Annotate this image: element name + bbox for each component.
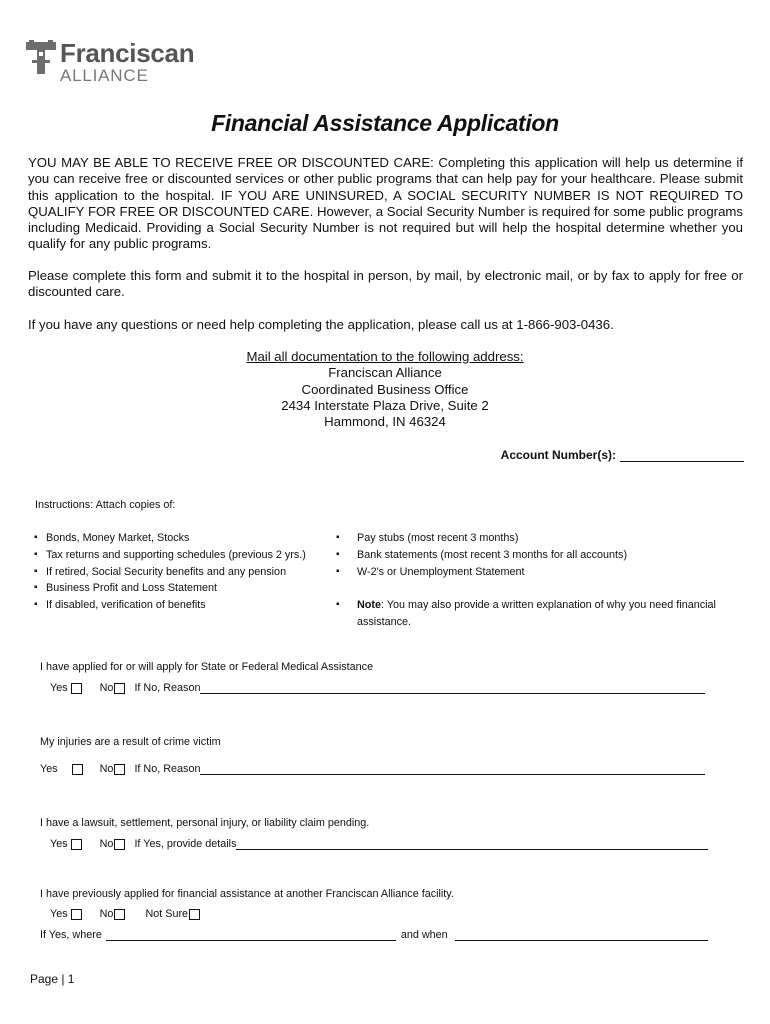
instructions-left-list — [34, 530, 306, 614]
intro-paragraph-3: If you have any questions or need help completing the application, please call us at 1-866-903-0436. — [28, 317, 614, 332]
mailing-address — [0, 349, 770, 430]
q3-details-field[interactable] — [236, 838, 708, 850]
note-text: : You may also provide a written explanation of why you need financial assistance. — [357, 599, 716, 628]
q4-where-field[interactable] — [106, 929, 396, 941]
franciscan-logo — [26, 40, 194, 84]
logo-wordmark: Franciscan — [60, 38, 195, 68]
question-2-answers — [40, 761, 705, 778]
q1-reason-field[interactable] — [200, 682, 705, 694]
account-number-row — [501, 448, 744, 462]
q2-no-checkbox[interactable] — [114, 764, 125, 775]
instructions-right-list — [336, 530, 736, 631]
question-1-answers — [50, 680, 705, 697]
question-4-answers — [50, 906, 200, 923]
list-item: ▪ W-2's or Unemployment Statement — [336, 564, 736, 581]
where-label: If Yes, where — [40, 929, 102, 941]
account-number-label: Account Number(s): — [500, 448, 616, 462]
q1-no-checkbox[interactable] — [114, 683, 125, 694]
address-heading: Mail all documentation to the following address: — [246, 349, 524, 364]
yes-label: Yes — [40, 763, 58, 775]
list-item: ▪ Tax returns and supporting schedules (previous 2 yrs.) — [34, 547, 306, 564]
address-line-1: Franciscan Alliance — [328, 365, 442, 381]
q4-when-field[interactable] — [455, 929, 708, 941]
no-label: No — [99, 682, 114, 694]
list-item: ▪ Bonds, Money Market, Stocks — [34, 530, 306, 547]
address-line-2: Coordinated Business Office — [301, 381, 469, 397]
follow-label: If Yes, provide details — [134, 838, 237, 850]
intro-paragraph-1: YOU MAY BE ABLE TO RECEIVE FREE OR DISCOUNTED CARE: Completing this application will help us determine if you can receive free or discounted services or other public programs that can help pay for your healthcare. Please submit this application to the hospital. IF YOU ARE UNINSURED, A SOCIAL SECURITY NUMBER IS NOT REQUIRED TO QUALIFY FOR FREE OR DISCOUNTED CARE. However, a Social Security Number is required for some public programs including Medicaid. Providing a Social Security Number is not required but will help the hospital determine whether you qualify for any public programs. — [28, 155, 743, 252]
no-label: No — [99, 763, 114, 775]
intro-paragraph-2: Please complete this form and submit it to the hospital in person, by mail, by electronic mail, or by fax to apply for free or discounted care. — [28, 268, 743, 300]
when-label: and when — [400, 929, 448, 941]
account-number-field[interactable] — [620, 449, 744, 462]
not-sure-label: Not Sure — [145, 908, 189, 920]
q2-yes-checkbox[interactable] — [72, 764, 83, 775]
address-line-3: 2434 Interstate Plaza Drive, Suite 2 — [281, 397, 489, 413]
q3-no-checkbox[interactable] — [114, 839, 125, 850]
question-4-text: I have previously applied for financial assistance at another Franciscan Alliance facility. — [40, 888, 454, 900]
q4-not-sure-checkbox[interactable] — [189, 909, 200, 920]
q1-yes-checkbox[interactable] — [71, 683, 82, 694]
list-item: ▪ If disabled, verification of benefits — [34, 597, 306, 614]
question-3-answers — [50, 836, 708, 853]
page-number: Page | 1 — [30, 972, 75, 986]
list-item: ▪ Business Profit and Loss Statement — [34, 580, 306, 597]
q4-yes-checkbox[interactable] — [71, 909, 82, 920]
list-item: ▪ If retired, Social Security benefits and any pension — [34, 564, 306, 581]
q3-yes-checkbox[interactable] — [71, 839, 82, 850]
yes-label: Yes — [50, 908, 68, 920]
q2-reason-field[interactable] — [200, 763, 705, 775]
yes-label: Yes — [50, 682, 68, 694]
no-label: No — [99, 908, 114, 920]
note-label: Note — [357, 599, 381, 612]
question-3-text: I have a lawsuit, settlement, personal injury, or liability claim pending. — [40, 817, 370, 829]
franciscan-tau-cross-icon — [26, 40, 56, 76]
question-1-text: I have applied for or will apply for State or Federal Medical Assistance — [40, 661, 374, 673]
question-2-text: My injuries are a result of crime victim — [40, 736, 221, 748]
yes-label: Yes — [50, 838, 68, 850]
instructions-heading: Instructions: Attach copies of: — [35, 499, 176, 511]
no-label: No — [99, 838, 114, 850]
address-line-4: Hammond, IN 46324 — [324, 414, 446, 430]
page-title: Financial Assistance Application — [211, 110, 559, 136]
follow-label: If No, Reason — [134, 763, 201, 775]
list-item: ▪ Pay stubs (most recent 3 months) — [336, 530, 736, 547]
logo-subtitle: ALLIANCE — [60, 66, 149, 85]
question-4-followup — [40, 927, 708, 944]
follow-label: If No, Reason — [134, 682, 201, 694]
note-item — [336, 597, 736, 631]
q4-no-checkbox[interactable] — [114, 909, 125, 920]
list-item: ▪ Bank statements (most recent 3 months for all accounts) — [336, 547, 736, 564]
